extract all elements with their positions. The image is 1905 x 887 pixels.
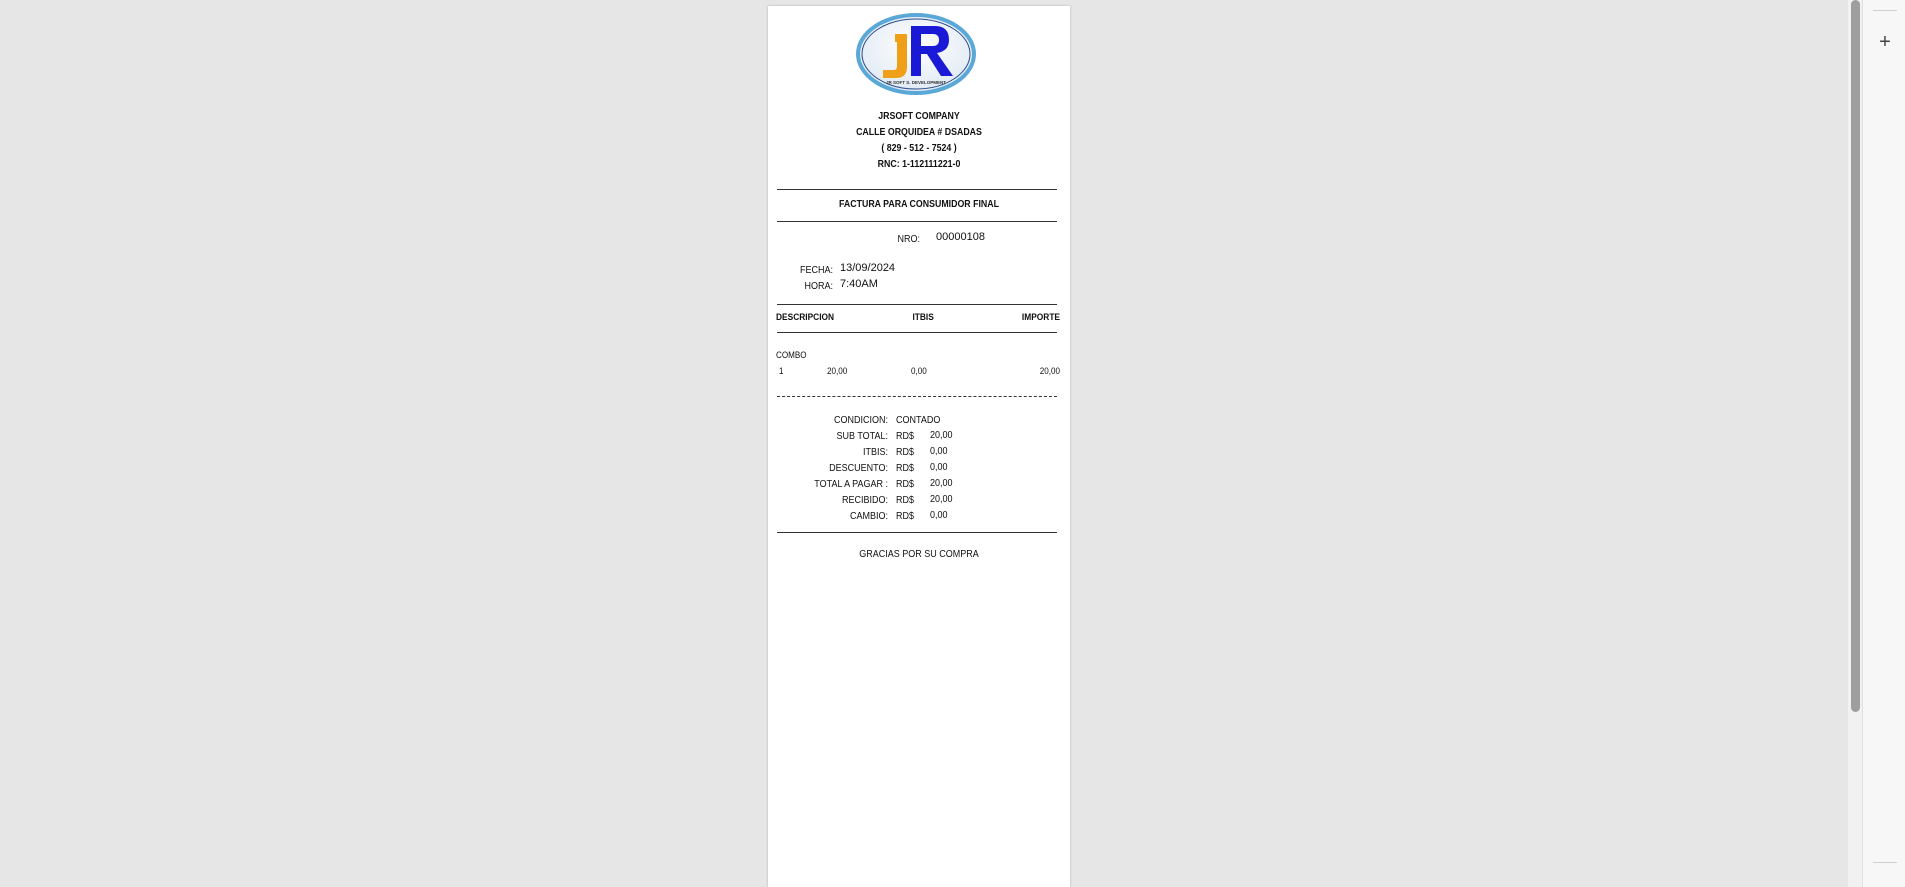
document-title: FACTURA PARA CONSUMIDOR FINAL bbox=[838, 199, 1000, 210]
subtotal-currency: RD$ bbox=[896, 431, 915, 442]
fecha-value: 13/09/2024 bbox=[840, 262, 896, 274]
company-phone: ( 829 - 512 - 7524 ) bbox=[881, 143, 957, 154]
cambio-currency: RD$ bbox=[896, 511, 915, 522]
divider bbox=[1873, 10, 1897, 11]
receipt-page bbox=[768, 6, 1070, 887]
side-panel bbox=[1862, 0, 1905, 887]
nro-value: 00000108 bbox=[936, 231, 985, 243]
item-name: COMBO bbox=[776, 350, 807, 360]
descuento-label: DESCUENTO: bbox=[829, 463, 888, 474]
nro-label: NRO: bbox=[897, 234, 920, 245]
scrollbar-thumb[interactable] bbox=[1851, 0, 1860, 712]
divider bbox=[777, 532, 1057, 533]
itbis-currency: RD$ bbox=[896, 447, 915, 458]
column-descripcion: DESCRIPCION bbox=[776, 312, 835, 323]
condicion-value: CONTADO bbox=[896, 415, 941, 426]
itbis-value: 0,00 bbox=[930, 446, 948, 457]
cambio-value: 0,00 bbox=[930, 510, 948, 521]
company-logo bbox=[855, 12, 977, 96]
divider bbox=[777, 221, 1057, 222]
subtotal-label: SUB TOTAL: bbox=[836, 431, 888, 442]
hora-value: 7:40AM bbox=[840, 278, 878, 290]
divider bbox=[1873, 862, 1897, 863]
divider bbox=[777, 189, 1057, 190]
recibido-value: 20,00 bbox=[930, 494, 953, 505]
condicion-label: CONDICION: bbox=[834, 415, 888, 426]
column-importe: IMPORTE bbox=[1021, 312, 1060, 323]
item-itbis: 0,00 bbox=[911, 366, 927, 376]
vertical-scrollbar[interactable] bbox=[1848, 0, 1862, 887]
divider bbox=[777, 332, 1057, 333]
item-importe: 20,00 bbox=[1039, 366, 1060, 376]
fecha-label: FECHA: bbox=[799, 265, 833, 276]
recibido-label: RECIBIDO: bbox=[841, 495, 888, 506]
cambio-label: CAMBIO: bbox=[849, 511, 888, 522]
recibido-currency: RD$ bbox=[896, 495, 915, 506]
descuento-currency: RD$ bbox=[896, 463, 915, 474]
total-currency: RD$ bbox=[896, 479, 915, 490]
subtotal-value: 20,00 bbox=[930, 430, 953, 441]
svg-text:JR SOFT S. DEVELOPMENT: JR SOFT S. DEVELOPMENT bbox=[885, 80, 947, 85]
thank-you-footer: GRACIAS POR SU COMPRA bbox=[859, 549, 979, 560]
item-price: 20,00 bbox=[827, 366, 848, 376]
company-rnc: RNC: 1-112111221-0 bbox=[877, 159, 961, 170]
total-label: TOTAL A PAGAR : bbox=[814, 479, 888, 490]
company-address: CALLE ORQUIDEA # DSADAS bbox=[856, 127, 982, 138]
item-qty: 1 bbox=[779, 366, 784, 376]
column-itbis: ITBIS bbox=[912, 312, 934, 323]
itbis-label: ITBIS: bbox=[862, 447, 888, 458]
total-value: 20,00 bbox=[930, 478, 953, 489]
dashed-divider bbox=[777, 396, 1057, 397]
descuento-value: 0,00 bbox=[930, 462, 948, 473]
hora-label: HORA: bbox=[804, 281, 833, 292]
plus-icon[interactable]: + bbox=[1879, 31, 1891, 53]
divider bbox=[777, 304, 1057, 305]
company-name: JRSOFT COMPANY bbox=[878, 111, 960, 122]
